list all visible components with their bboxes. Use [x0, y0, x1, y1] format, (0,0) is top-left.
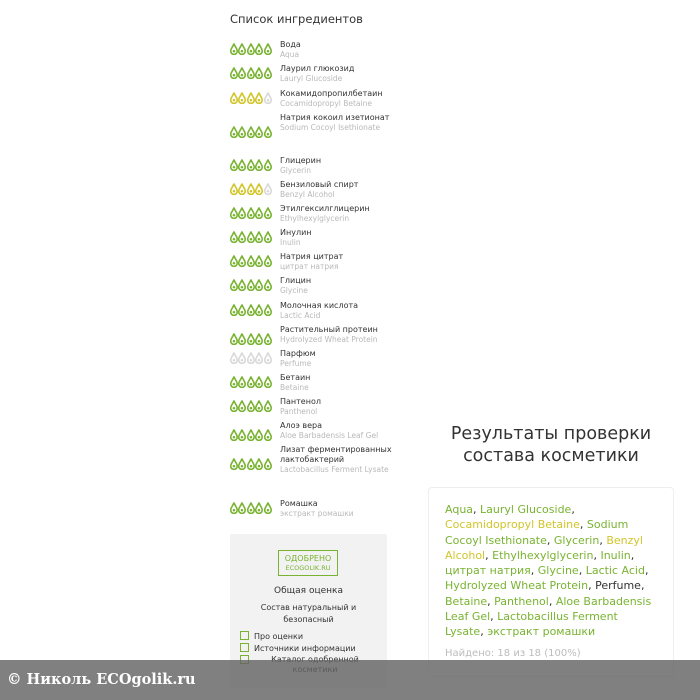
- drop-icon: [264, 231, 272, 243]
- drop-icon: [230, 502, 238, 514]
- rating-drops: [230, 255, 272, 269]
- ingredient-names: [280, 276, 392, 296]
- drop-icon: [264, 126, 272, 138]
- ingredient-name-en: Cocamidopropyl Betaine: [280, 99, 372, 108]
- ingredient-name-ru: Инулин: [280, 228, 312, 237]
- result-ingredient: Lactobacillus Ferment Lysate: [445, 610, 618, 639]
- rating-drops: [230, 333, 272, 347]
- drop-icon: [238, 376, 246, 388]
- result-ingredient: Perfume: [595, 579, 641, 593]
- drop-icon: [255, 458, 263, 470]
- about-ratings-label: Про оценки: [254, 632, 304, 641]
- drop-icon: [230, 255, 238, 267]
- drop-icon: [255, 333, 263, 345]
- drop-icon: [247, 43, 255, 55]
- drop-icon: [230, 333, 238, 345]
- drop-icon: [264, 429, 272, 441]
- drop-icon: [238, 458, 246, 470]
- ingredient-names: [280, 325, 392, 345]
- ingredient-name-en: Lactic Acid: [280, 311, 321, 320]
- drop-icon: [255, 502, 263, 514]
- drop-icon: [255, 67, 263, 79]
- rating-drops: [230, 92, 272, 106]
- drop-icon: [255, 429, 263, 441]
- ingredient-names: [280, 180, 392, 200]
- drop-icon: [264, 304, 272, 316]
- ingredient-name-ru: Глицерин: [280, 156, 322, 165]
- ingredient-names: [280, 301, 392, 321]
- result-ingredient: экстракт ромашки: [487, 625, 596, 639]
- rating-drops: [230, 183, 272, 197]
- ingredient-name-en: Lactobacillus Ferment Lysate: [280, 465, 389, 474]
- rating-drops: [230, 352, 272, 366]
- drop-icon: [264, 92, 272, 104]
- ingredient-name-ru: Пантенол: [280, 397, 321, 406]
- drop-icon: [255, 376, 263, 388]
- drop-icon: [238, 92, 246, 104]
- ingredient-names: [280, 349, 392, 369]
- drop-icon: [247, 376, 255, 388]
- result-ingredient: Aqua: [445, 503, 474, 516]
- drop-icon: [230, 92, 238, 104]
- drop-icon: [238, 429, 246, 441]
- rating-drops: [230, 126, 272, 140]
- drop-icon: [238, 255, 246, 267]
- result-ingredient: Lauryl Glucoside: [480, 503, 572, 516]
- ingredient-name-en: Hydrolyzed Wheat Protein: [280, 335, 378, 344]
- verdict-text: Состав натуральный и безопасный: [260, 603, 357, 624]
- ingredient-name-ru: Глицин: [280, 276, 312, 285]
- ingredient-name-ru: Молочная кислота: [280, 301, 359, 310]
- ingredient-name-ru: Алоэ вера: [280, 421, 323, 430]
- drop-icon: [255, 92, 263, 104]
- rating-drops: [230, 304, 272, 318]
- ingredient-names: [280, 445, 392, 475]
- drop-icon: [255, 207, 263, 219]
- drop-icon: [264, 376, 272, 388]
- ingredient-name-en: Glycerin: [280, 166, 311, 175]
- result-ingredient: Glycerin: [553, 533, 600, 547]
- rating-drops: [230, 279, 272, 293]
- document-check-icon: [240, 631, 249, 640]
- sources-link[interactable]: [240, 643, 356, 653]
- rating-drops: [230, 502, 272, 516]
- drop-icon: [247, 429, 255, 441]
- result-ingredient: Lactic Acid: [585, 564, 645, 578]
- drop-icon: [238, 126, 246, 138]
- ingredient-name-en: Sodium Cocoyl Isethionate: [280, 123, 381, 132]
- overall-rating-label: Общая оценка: [274, 586, 343, 596]
- drop-icon: [230, 352, 238, 364]
- drop-icon: [264, 207, 272, 219]
- rating-drops: [230, 400, 272, 414]
- drop-icon: [247, 92, 255, 104]
- ingredient-names: [280, 156, 392, 176]
- ingredient-name-en: Aqua: [280, 50, 300, 59]
- result-ingredient: Hydrolyzed Wheat Protein: [445, 579, 589, 593]
- drop-icon: [247, 255, 255, 267]
- drop-icon: [255, 255, 263, 267]
- badge-line1: ОДОБРЕНО: [284, 554, 332, 563]
- result-ingredient: Panthenol: [494, 594, 549, 608]
- results-box: [428, 487, 674, 677]
- ingredient-names: [280, 252, 392, 272]
- ingredient-name-ru: Лаурил глюкозид: [280, 64, 355, 73]
- ingredient-name-ru: Бетаин: [280, 373, 311, 382]
- drop-icon: [247, 159, 255, 171]
- approved-badge: [278, 550, 338, 576]
- drop-icon: [230, 376, 238, 388]
- drop-icon: [247, 126, 255, 138]
- drop-icon: [238, 183, 246, 195]
- drop-icon: [255, 279, 263, 291]
- ingredient-name-ru: Ромашка: [280, 499, 318, 508]
- ingredient-name-en: Benzyl Alcohol: [280, 190, 335, 199]
- badge-line2: ECOGOLIK.RU: [285, 564, 331, 572]
- drop-icon: [230, 67, 238, 79]
- result-ingredient: Aloe Barbadensis Leaf Gel: [445, 594, 652, 624]
- ingredient-name-ru: Натрия кокоил изетионат: [280, 113, 390, 122]
- drop-icon: [230, 183, 238, 195]
- drop-icon: [264, 400, 272, 412]
- rating-drops: [230, 458, 272, 472]
- drop-icon: [230, 231, 238, 243]
- watermark-bar: [0, 660, 700, 700]
- drop-icon: [247, 333, 255, 345]
- drop-icon: [247, 67, 255, 79]
- ingredient-name-en: Ethylhexylglycerin: [280, 214, 350, 223]
- drop-icon: [230, 429, 238, 441]
- result-ingredient: Inulin: [600, 548, 631, 562]
- drop-icon: [255, 183, 263, 195]
- ingredient-names: [280, 204, 392, 224]
- ingredient-name-en: Lauryl Glucoside: [280, 74, 343, 83]
- ingredient-name-ru: Кокамидопропилбетаин: [280, 89, 383, 98]
- ingredient-names: [280, 89, 392, 109]
- ingredient-name-en: Aloe Barbadensis Leaf Gel: [280, 431, 379, 440]
- drop-icon: [247, 183, 255, 195]
- drop-icon: [238, 502, 246, 514]
- ingredient-names: [280, 228, 392, 248]
- drop-icon: [247, 352, 255, 364]
- drop-icon: [230, 43, 238, 55]
- result-ingredient: цитрат натрия: [445, 564, 531, 578]
- drop-icon: [230, 458, 238, 470]
- ingredient-names: [280, 64, 392, 84]
- drop-icon: [230, 126, 238, 138]
- drop-icon: [238, 352, 246, 364]
- drop-icon: [264, 333, 272, 345]
- drop-icon: [238, 400, 246, 412]
- drop-icon: [238, 159, 246, 171]
- drop-icon: [264, 67, 272, 79]
- rating-drops: [230, 429, 272, 443]
- ingredient-name-en: Glycine: [280, 286, 308, 295]
- drop-icon: [255, 126, 263, 138]
- drop-icon: [238, 231, 246, 243]
- drop-icon: [255, 43, 263, 55]
- rating-drops: [230, 207, 272, 221]
- results-title: Результаты проверки состава косметики: [450, 424, 652, 466]
- rating-drops: [230, 159, 272, 173]
- ingredient-name-ru: Натрия цитрат: [280, 252, 344, 261]
- ingredient-name-en: Inulin: [280, 238, 301, 247]
- result-ingredient: Ethylhexylglycerin: [492, 548, 594, 562]
- found-count: Найдено: 18 из 18 (100%): [445, 648, 581, 659]
- drop-icon: [238, 67, 246, 79]
- drop-icon: [264, 458, 272, 470]
- rating-drops: [230, 231, 272, 245]
- ingredient-name-en: экстракт ромашки: [280, 509, 354, 518]
- document-check-icon: [240, 643, 249, 652]
- ingredient-names: [280, 113, 392, 133]
- ingredient-name-ru: Бензиловый спирт: [280, 180, 359, 189]
- ingredient-name-en: Panthenol: [280, 407, 318, 416]
- drop-icon: [247, 231, 255, 243]
- drop-icon: [264, 43, 272, 55]
- drop-icon: [264, 183, 272, 195]
- drop-icon: [247, 502, 255, 514]
- ingredient-name-en: Perfume: [280, 359, 312, 368]
- ingredient-name-ru: Этилгексилглицерин: [280, 204, 370, 213]
- drop-icon: [264, 502, 272, 514]
- sources-label: Источники информации: [254, 644, 356, 653]
- drop-icon: [230, 400, 238, 412]
- rating-drops: [230, 43, 272, 57]
- result-ingredient: Sodium Cocoyl Isethionate: [445, 518, 629, 547]
- ingredient-name-en: Betaine: [280, 383, 309, 392]
- drop-icon: [264, 352, 272, 364]
- ingredient-names: [280, 499, 392, 519]
- drop-icon: [230, 304, 238, 316]
- results-ingredient-text: Aqua, Lauryl Glucoside, Cocamidopropyl Betaine, Sodium Cocoyl Isethionate, Glycerin, Benzyl Alcohol, Ethylhexylglycerin, Inulin, цитрат натрия, Glycine, Lactic Acid, Hydrolyzed Wheat Protein, Perfume, Betaine, Panthenol, Aloe Barbadensis Leaf Gel, Lactobacillus Ferment Lysate, экстракт ромашки: [445, 503, 652, 639]
- drop-icon: [255, 304, 263, 316]
- drop-icon: [255, 159, 263, 171]
- drop-icon: [230, 159, 238, 171]
- drop-icon: [247, 304, 255, 316]
- drop-icon: [247, 400, 255, 412]
- ingredient-names: [280, 40, 392, 60]
- drop-icon: [264, 279, 272, 291]
- ingredient-list-title: Список ингредиентов: [230, 12, 363, 26]
- drop-icon: [247, 279, 255, 291]
- drop-icon: [238, 279, 246, 291]
- rating-drops: [230, 67, 272, 81]
- result-ingredient: Glycine: [537, 564, 579, 578]
- drop-icon: [238, 43, 246, 55]
- ingredient-name-ru: Парфюм: [280, 349, 316, 358]
- drop-icon: [255, 400, 263, 412]
- drop-icon: [255, 352, 263, 364]
- about-ratings-link[interactable]: [240, 631, 303, 641]
- drop-icon: [264, 255, 272, 267]
- ingredient-name-ru: Лизат ферментированных лактобактерий: [280, 445, 392, 464]
- ingredient-name-ru: Вода: [280, 40, 301, 49]
- drop-icon: [255, 231, 263, 243]
- watermark-text: © Николь ECOgolik.ru: [7, 671, 196, 688]
- drop-icon: [247, 207, 255, 219]
- result-ingredient: Cocamidopropyl Betaine: [445, 518, 580, 532]
- ingredient-name-ru: Растительный протеин: [280, 325, 378, 334]
- ingredient-names: [280, 421, 392, 441]
- ingredient-name-en: цитрат натрия: [280, 262, 339, 271]
- drop-icon: [247, 458, 255, 470]
- drop-icon: [238, 333, 246, 345]
- result-ingredient: Benzyl Alcohol: [445, 533, 643, 562]
- ingredient-names: [280, 397, 392, 417]
- rating-drops: [230, 376, 272, 390]
- drop-icon: [264, 159, 272, 171]
- result-ingredient: Betaine: [445, 594, 488, 608]
- drop-icon: [238, 304, 246, 316]
- drop-icon: [230, 207, 238, 219]
- drop-icon: [230, 279, 238, 291]
- drop-icon: [238, 207, 246, 219]
- ingredient-names: [280, 373, 392, 393]
